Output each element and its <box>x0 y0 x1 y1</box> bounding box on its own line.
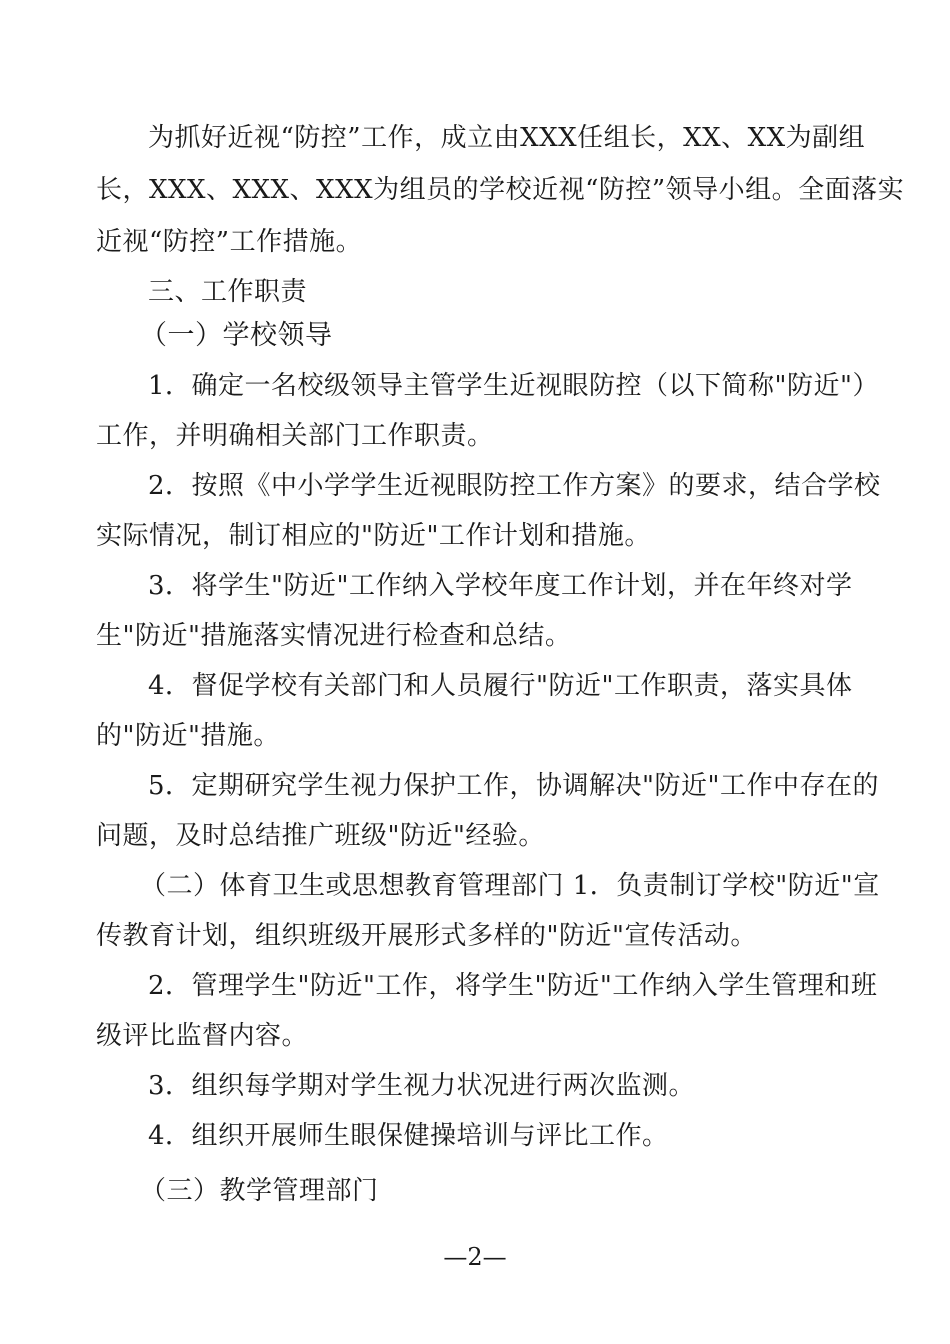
list-item: 1．确定一名校级领导主管学生近视眼防控（以下简称"防近"） <box>148 371 879 401</box>
list-item: 3．组织每学期对学生视力状况进行两次监测。 <box>148 1071 696 1101</box>
list-item-continuation: 的"防近"措施。 <box>96 721 280 751</box>
list-item: 2．按照《中小学学生近视眼防控工作方案》的要求，结合学校 <box>148 471 881 501</box>
list-item: 3．将学生"防近"工作纳入学校年度工作计划，并在年终对学 <box>148 571 853 601</box>
list-item: 2．管理学生"防近"工作，将学生"防近"工作纳入学生管理和班 <box>148 971 878 1001</box>
subsection-heading: （二）体育卫生或思想教育管理部门 1．负责制订学校"防近"宣 <box>140 871 880 901</box>
list-item-continuation: 工作，并明确相关部门工作职责。 <box>96 421 494 451</box>
paragraph-line: 为抓好近视“防控”工作，成立由XXX任组长，XX、XX为副组 <box>148 123 866 153</box>
list-item-continuation: 生"防近"措施落实情况进行检查和总结。 <box>96 621 572 651</box>
paragraph-line: 长，XXX、XXX、XXX为组员的学校近视“防控”领导小组。全面落实 <box>96 175 905 205</box>
list-item-continuation: 实际情况，制订相应的"防近"工作计划和措施。 <box>96 521 651 551</box>
list-item: 5．定期研究学生视力保护工作，协调解决"防近"工作中存在的 <box>148 771 879 801</box>
section-heading: 三、工作职责 <box>148 277 308 307</box>
paragraph-line: 近视“防控”工作措施。 <box>96 227 363 257</box>
subsection-heading: （一）学校领导 <box>140 320 333 351</box>
page-number: —2— <box>443 1243 507 1271</box>
list-item-continuation: 问题，及时总结推广班级"防近"经验。 <box>96 821 545 851</box>
list-item: 4．督促学校有关部门和人员履行"防近"工作职责，落实具体 <box>148 671 853 701</box>
subsection-heading: （三）教学管理部门 <box>140 1176 379 1206</box>
list-item-continuation: 传教育计划，组织班级开展形式多样的"防近"宣传活动。 <box>96 921 757 951</box>
list-item-continuation: 级评比监督内容。 <box>96 1021 309 1051</box>
list-item: 4．组织开展师生眼保健操培训与评比工作。 <box>148 1121 669 1151</box>
